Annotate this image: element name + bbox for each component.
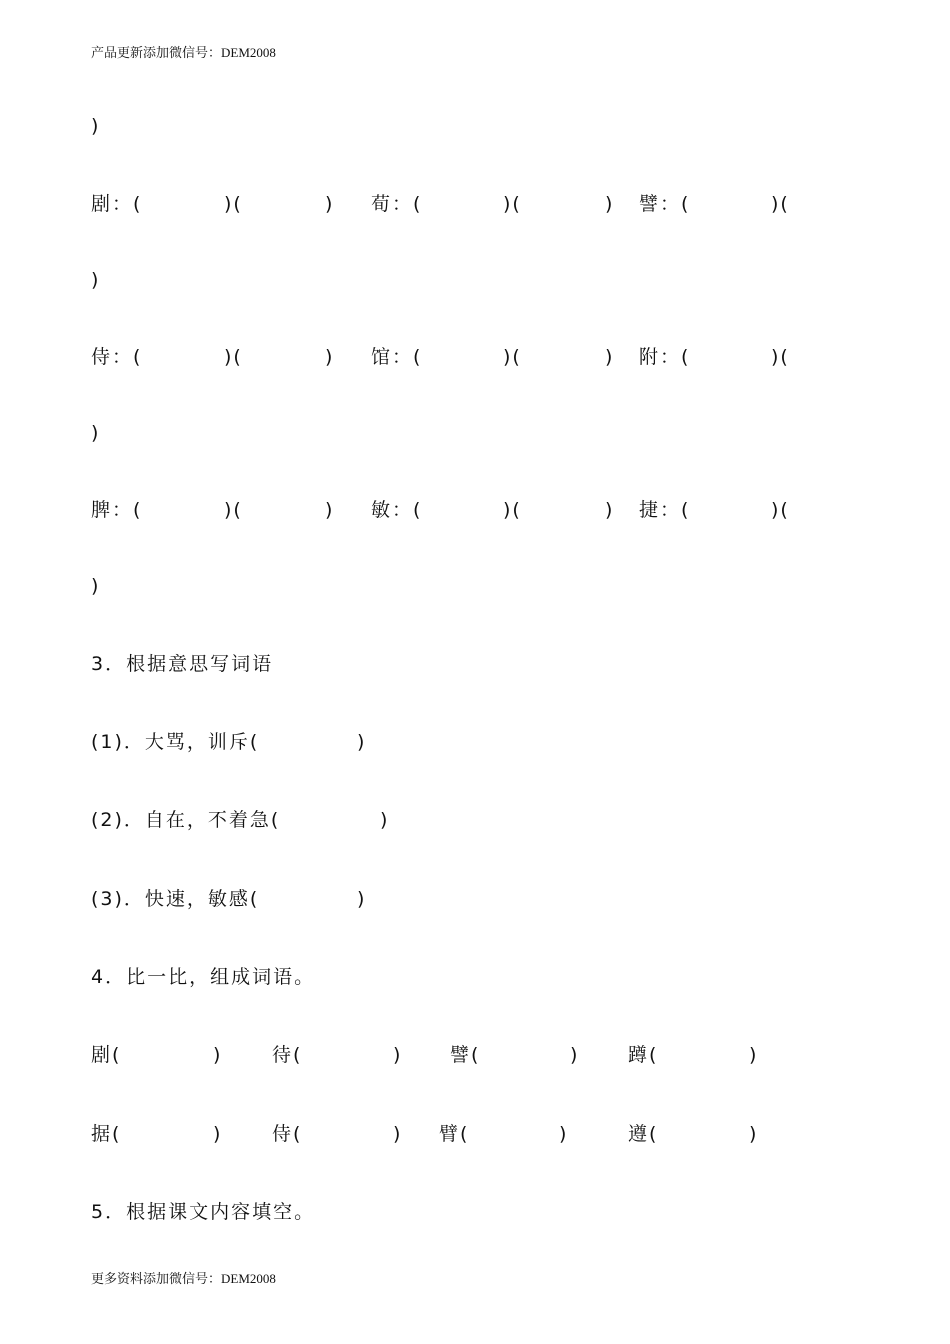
q2-r1-close-2: ) [605, 193, 615, 215]
q3-title: 3．根据意思写词语 [91, 653, 274, 675]
q3-item-3-close: ) [357, 888, 367, 910]
q4-title: 4．比一比，组成词语。 [91, 966, 316, 988]
q2-r1-char-3: 譬：( [639, 193, 691, 215]
q3-item-1-prefix: (1)．大骂，训斥( [91, 731, 260, 753]
q2-r2-close-1: ) [325, 346, 335, 368]
q2-r3-sep-2: )( [503, 499, 522, 521]
q4-r2-open-1: 据( [91, 1123, 122, 1145]
q2-r2-char-1: 侍：( [91, 346, 143, 368]
wrapped-paren-3: ) [91, 575, 101, 597]
q2-r3-close-2: ) [605, 499, 615, 521]
q2-r2-sep-1: )( [224, 346, 243, 368]
q4-r2-close-1: ) [213, 1123, 223, 1145]
q2-r1-sep-3: )( [771, 193, 790, 215]
q4-r1-open-1: 剧( [91, 1044, 122, 1066]
q4-r2-open-4: 遵( [628, 1123, 659, 1145]
q4-r2-open-3: 臂( [439, 1123, 470, 1145]
q4-r1-open-4: 蹲( [628, 1044, 659, 1066]
q4-r1-close-4: ) [749, 1044, 759, 1066]
q2-r2-char-2: 馆：( [371, 346, 423, 368]
q3-item-2-prefix: (2)．自在，不着急( [91, 809, 281, 831]
q2-r2-close-2: ) [605, 346, 615, 368]
q2-r2-char-3: 附：( [639, 346, 691, 368]
q3-item-1-close: ) [357, 731, 367, 753]
page-header: 产品更新添加微信号：DEM2008 [91, 45, 276, 60]
wrapped-paren-1: ) [91, 269, 101, 291]
q2-r2-sep-2: )( [503, 346, 522, 368]
q2-r1-sep-1: )( [224, 193, 243, 215]
q4-r2-close-2: ) [393, 1123, 403, 1145]
q3-item-2-close: ) [380, 809, 390, 831]
q4-r1-open-2: 待( [272, 1044, 303, 1066]
q4-r1-close-3: ) [570, 1044, 580, 1066]
wrapped-paren: ) [91, 115, 101, 137]
q2-r1-char-2: 荀：( [371, 193, 423, 215]
q2-r1-char-1: 剧：( [91, 193, 143, 215]
q2-r2-sep-3: )( [771, 346, 790, 368]
wrapped-paren-2: ) [91, 422, 101, 444]
q2-r1-close-1: ) [325, 193, 335, 215]
q4-r2-open-2: 侍( [272, 1123, 303, 1145]
q5-title: 5．根据课文内容填空。 [91, 1201, 316, 1223]
q4-r1-open-3: 譬( [450, 1044, 481, 1066]
q2-r3-char-2: 敏：( [371, 499, 423, 521]
q2-r3-sep-3: )( [771, 499, 790, 521]
q3-item-3-prefix: (3)．快速，敏感( [91, 888, 260, 910]
q4-r2-close-3: ) [559, 1123, 569, 1145]
q4-r1-close-1: ) [213, 1044, 223, 1066]
q2-r3-close-1: ) [325, 499, 335, 521]
q2-r3-char-3: 捷：( [639, 499, 691, 521]
q4-r1-close-2: ) [393, 1044, 403, 1066]
q2-r1-sep-2: )( [503, 193, 522, 215]
q2-r3-sep-1: )( [224, 499, 243, 521]
q2-r3-char-1: 脾：( [91, 499, 143, 521]
page-footer: 更多资料添加微信号：DEM2008 [91, 1271, 276, 1286]
q4-r2-close-4: ) [749, 1123, 759, 1145]
